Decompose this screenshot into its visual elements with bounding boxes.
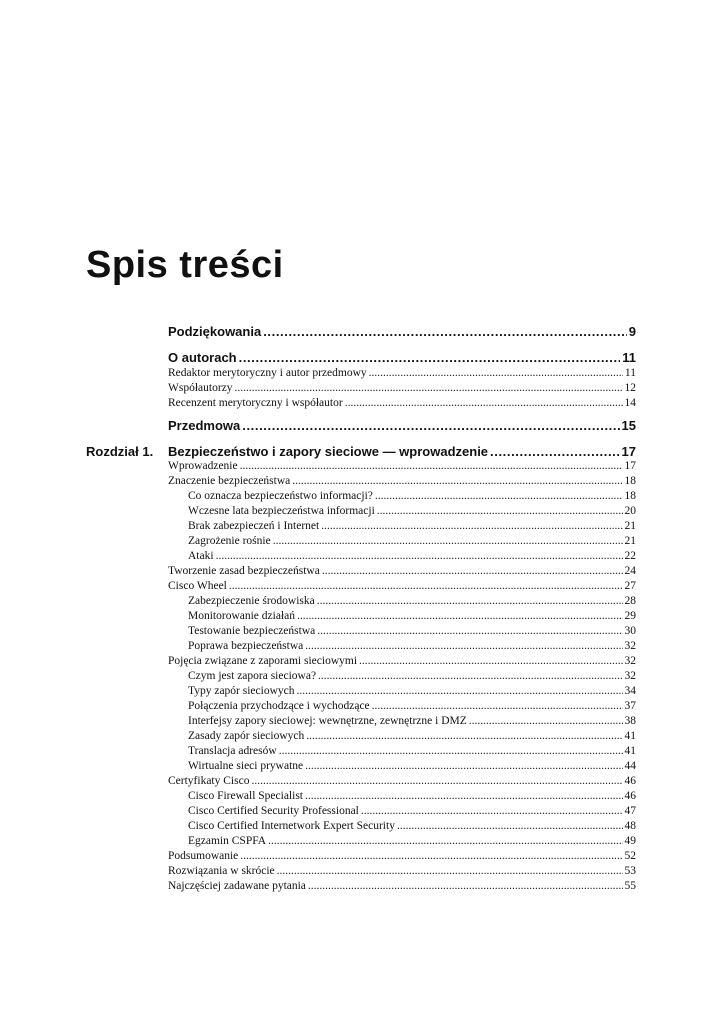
toc-entry[interactable] bbox=[188, 535, 636, 547]
toc-entry-page: 53 bbox=[624, 865, 636, 877]
toc-entry-title: Zasady zapór sieciowych bbox=[188, 730, 305, 742]
toc-entry-title: Certyfikaty Cisco bbox=[168, 775, 250, 787]
toc-entry[interactable] bbox=[188, 700, 636, 712]
dot-leader bbox=[273, 535, 623, 547]
toc-entry-page: 27 bbox=[624, 580, 636, 592]
toc-entry-page: 28 bbox=[624, 595, 636, 607]
toc-entry-page: 34 bbox=[624, 685, 636, 697]
toc-entry[interactable] bbox=[188, 505, 636, 517]
dot-leader bbox=[318, 670, 622, 682]
dot-leader bbox=[317, 595, 623, 607]
toc-entry[interactable] bbox=[168, 655, 636, 667]
toc-entry-title: Translacja adresów bbox=[188, 745, 277, 757]
toc-entry-title: Poprawa bezpieczeństwa bbox=[188, 640, 304, 652]
dot-leader bbox=[377, 505, 623, 517]
dot-leader bbox=[359, 655, 622, 667]
toc-entry-page: 52 bbox=[624, 850, 636, 862]
chapter-label: Rozdział 1. bbox=[86, 444, 154, 459]
toc-entry[interactable] bbox=[168, 397, 636, 409]
toc-entry-title: Pojęcia związane z zaporami sieciowymi bbox=[168, 655, 358, 667]
dot-leader bbox=[229, 580, 623, 592]
dot-leader bbox=[322, 565, 623, 577]
toc-entry-page: 12 bbox=[624, 382, 636, 394]
toc-entry-title: Brak zabezpieczeń i Internet bbox=[188, 520, 320, 532]
toc-entry-title: Testowanie bezpieczeństwa bbox=[188, 625, 316, 637]
toc-entry-title: Zabezpieczenie środowiska bbox=[188, 595, 315, 607]
dot-leader bbox=[375, 490, 623, 502]
toc-entry-page: 41 bbox=[624, 745, 636, 757]
toc-entry-page: 14 bbox=[624, 397, 636, 409]
dot-leader bbox=[317, 625, 622, 637]
toc-entry-page: 55 bbox=[624, 880, 636, 892]
dot-leader bbox=[240, 850, 622, 862]
dot-leader bbox=[469, 715, 623, 727]
toc-entry[interactable] bbox=[168, 444, 636, 459]
dot-leader bbox=[292, 475, 622, 487]
toc-entry-title: Czym jest zapora sieciowa? bbox=[188, 670, 317, 682]
toc-entry[interactable] bbox=[188, 805, 636, 817]
toc-entry-page: 46 bbox=[624, 790, 636, 802]
toc-entry-page: 46 bbox=[624, 775, 636, 787]
dot-leader bbox=[361, 805, 623, 817]
toc-entry[interactable] bbox=[188, 640, 636, 652]
toc-entry-title: Najczęściej zadawane pytania bbox=[168, 880, 306, 892]
toc-entry-page: 17 bbox=[621, 444, 636, 459]
toc-entry[interactable] bbox=[188, 730, 636, 742]
toc-entry[interactable] bbox=[188, 685, 636, 697]
toc-entry[interactable] bbox=[168, 850, 636, 862]
dot-leader bbox=[279, 745, 623, 757]
toc-entry-page: 17 bbox=[624, 460, 636, 472]
toc-entry-title: Podsumowanie bbox=[168, 850, 239, 862]
toc-entry-page: 22 bbox=[624, 550, 636, 562]
dot-leader bbox=[490, 444, 620, 459]
dot-leader bbox=[251, 775, 622, 787]
dot-leader bbox=[321, 520, 622, 532]
toc-entry[interactable] bbox=[168, 880, 636, 892]
toc-entry-page: 9 bbox=[628, 324, 636, 339]
toc-entry-page: 15 bbox=[621, 418, 636, 433]
dot-leader bbox=[297, 685, 623, 697]
dot-leader bbox=[306, 730, 622, 742]
toc-entry-page: 44 bbox=[624, 760, 636, 772]
toc-entry-title: Ataki bbox=[188, 550, 214, 562]
toc-entry-title: Znaczenie bezpieczeństwa bbox=[168, 475, 291, 487]
toc-entry-title: O autorach bbox=[168, 350, 237, 365]
dot-leader bbox=[263, 324, 627, 339]
dot-leader bbox=[242, 418, 619, 433]
dot-leader bbox=[305, 640, 622, 652]
dot-leader bbox=[240, 460, 623, 472]
toc-entry[interactable] bbox=[168, 418, 636, 433]
toc-entry-page: 38 bbox=[624, 715, 636, 727]
toc-entry[interactable] bbox=[168, 475, 636, 487]
toc-entry[interactable] bbox=[188, 610, 636, 622]
toc-entry-page: 21 bbox=[624, 520, 636, 532]
toc-entry-page: 21 bbox=[624, 535, 636, 547]
toc-entry-title: Tworzenie zasad bezpieczeństwa bbox=[168, 565, 320, 577]
toc-entry[interactable] bbox=[168, 382, 636, 394]
toc-entry-page: 29 bbox=[624, 610, 636, 622]
toc-entry-page: 49 bbox=[624, 835, 636, 847]
toc-entry-title: Rozwiązania w skrócie bbox=[168, 865, 275, 877]
toc-entry-page: 20 bbox=[624, 505, 636, 517]
toc-entry-page: 48 bbox=[624, 820, 636, 832]
toc-entry-page: 32 bbox=[624, 640, 636, 652]
toc-entry-title: Cisco Wheel bbox=[168, 580, 227, 592]
toc-entry-title: Cisco Certified Security Professional bbox=[188, 805, 359, 817]
toc-entry[interactable] bbox=[188, 715, 636, 727]
toc-entry-page: 11 bbox=[622, 350, 636, 365]
toc-entry[interactable] bbox=[168, 460, 636, 472]
dot-leader bbox=[345, 397, 623, 409]
toc-entry[interactable] bbox=[168, 565, 636, 577]
toc-entry-title: Cisco Firewall Specialist bbox=[188, 790, 303, 802]
toc-entry-page: 37 bbox=[624, 700, 636, 712]
dot-leader bbox=[277, 865, 623, 877]
toc-entry-title: Połączenia przychodzące i wychodzące bbox=[188, 700, 370, 712]
page-title: Spis treści bbox=[86, 244, 284, 286]
toc-entry-title: Wirtualne sieci prywatne bbox=[188, 760, 304, 772]
toc-entry[interactable] bbox=[168, 580, 636, 592]
toc-entry[interactable] bbox=[188, 760, 636, 772]
toc-entry[interactable] bbox=[168, 367, 636, 379]
toc-entry-title: Przedmowa bbox=[168, 418, 241, 433]
toc-entry[interactable] bbox=[188, 820, 636, 832]
dot-leader bbox=[216, 550, 623, 562]
toc-entry-page: 18 bbox=[624, 490, 636, 502]
dot-leader bbox=[369, 367, 623, 379]
toc-entry-title: Bezpieczeństwo i zapory sieciowe — wprowadzenie bbox=[168, 444, 489, 459]
dot-leader bbox=[305, 790, 623, 802]
toc-entry-page: 32 bbox=[624, 670, 636, 682]
toc-entry[interactable] bbox=[168, 775, 636, 787]
toc-entry-page: 11 bbox=[624, 367, 636, 379]
toc-entry-page: 24 bbox=[624, 565, 636, 577]
toc-entry-title: Egzamin CSPFA bbox=[188, 835, 267, 847]
dot-leader bbox=[268, 835, 622, 847]
toc-entry[interactable] bbox=[188, 745, 636, 757]
toc-entry-title: Typy zapór sieciowych bbox=[188, 685, 295, 697]
toc-entry-title: Wprowadzenie bbox=[168, 460, 238, 472]
toc-entry-page: 30 bbox=[624, 625, 636, 637]
toc-entry[interactable] bbox=[188, 595, 636, 607]
dot-leader bbox=[305, 760, 622, 772]
toc-entry[interactable] bbox=[188, 625, 636, 637]
toc-entry[interactable] bbox=[188, 550, 636, 562]
toc-entry-title: Recenzent merytoryczny i współautor bbox=[168, 397, 343, 409]
toc-entry-title: Zagrożenie rośnie bbox=[188, 535, 271, 547]
toc-entry[interactable] bbox=[168, 350, 636, 365]
dot-leader bbox=[308, 880, 623, 892]
toc-entry-title: Wczesne lata bezpieczeństwa informacji bbox=[188, 505, 375, 517]
toc-entry[interactable] bbox=[188, 520, 636, 532]
dot-leader bbox=[397, 820, 623, 832]
toc-entry-title: Cisco Certified Internetwork Expert Security bbox=[188, 820, 395, 832]
toc-entry-title: Interfejsy zapory sieciowej: wewnętrzne, zewnętrzne i DMZ bbox=[188, 715, 467, 727]
toc-entry[interactable] bbox=[188, 670, 636, 682]
toc-entry-title: Współautorzy bbox=[168, 382, 233, 394]
toc-entry-page: 47 bbox=[624, 805, 636, 817]
toc-entry-title: Podziękowania bbox=[168, 324, 262, 339]
toc-entry[interactable] bbox=[188, 490, 636, 502]
toc-entry[interactable] bbox=[188, 790, 636, 802]
toc-entry-page: 18 bbox=[624, 475, 636, 487]
toc-entry-title: Monitorowanie działań bbox=[188, 610, 295, 622]
toc-entry[interactable] bbox=[168, 324, 636, 339]
toc-entry[interactable] bbox=[188, 835, 636, 847]
toc-entry-page: 32 bbox=[624, 655, 636, 667]
dot-leader bbox=[235, 382, 623, 394]
dot-leader bbox=[297, 610, 623, 622]
toc-entry-page: 41 bbox=[624, 730, 636, 742]
toc-entry-title: Co oznacza bezpieczeństwo informacji? bbox=[188, 490, 373, 502]
toc-entry-title: Redaktor merytoryczny i autor przedmowy bbox=[168, 367, 367, 379]
dot-leader bbox=[239, 350, 621, 365]
toc-entry[interactable] bbox=[168, 865, 636, 877]
dot-leader bbox=[372, 700, 623, 712]
